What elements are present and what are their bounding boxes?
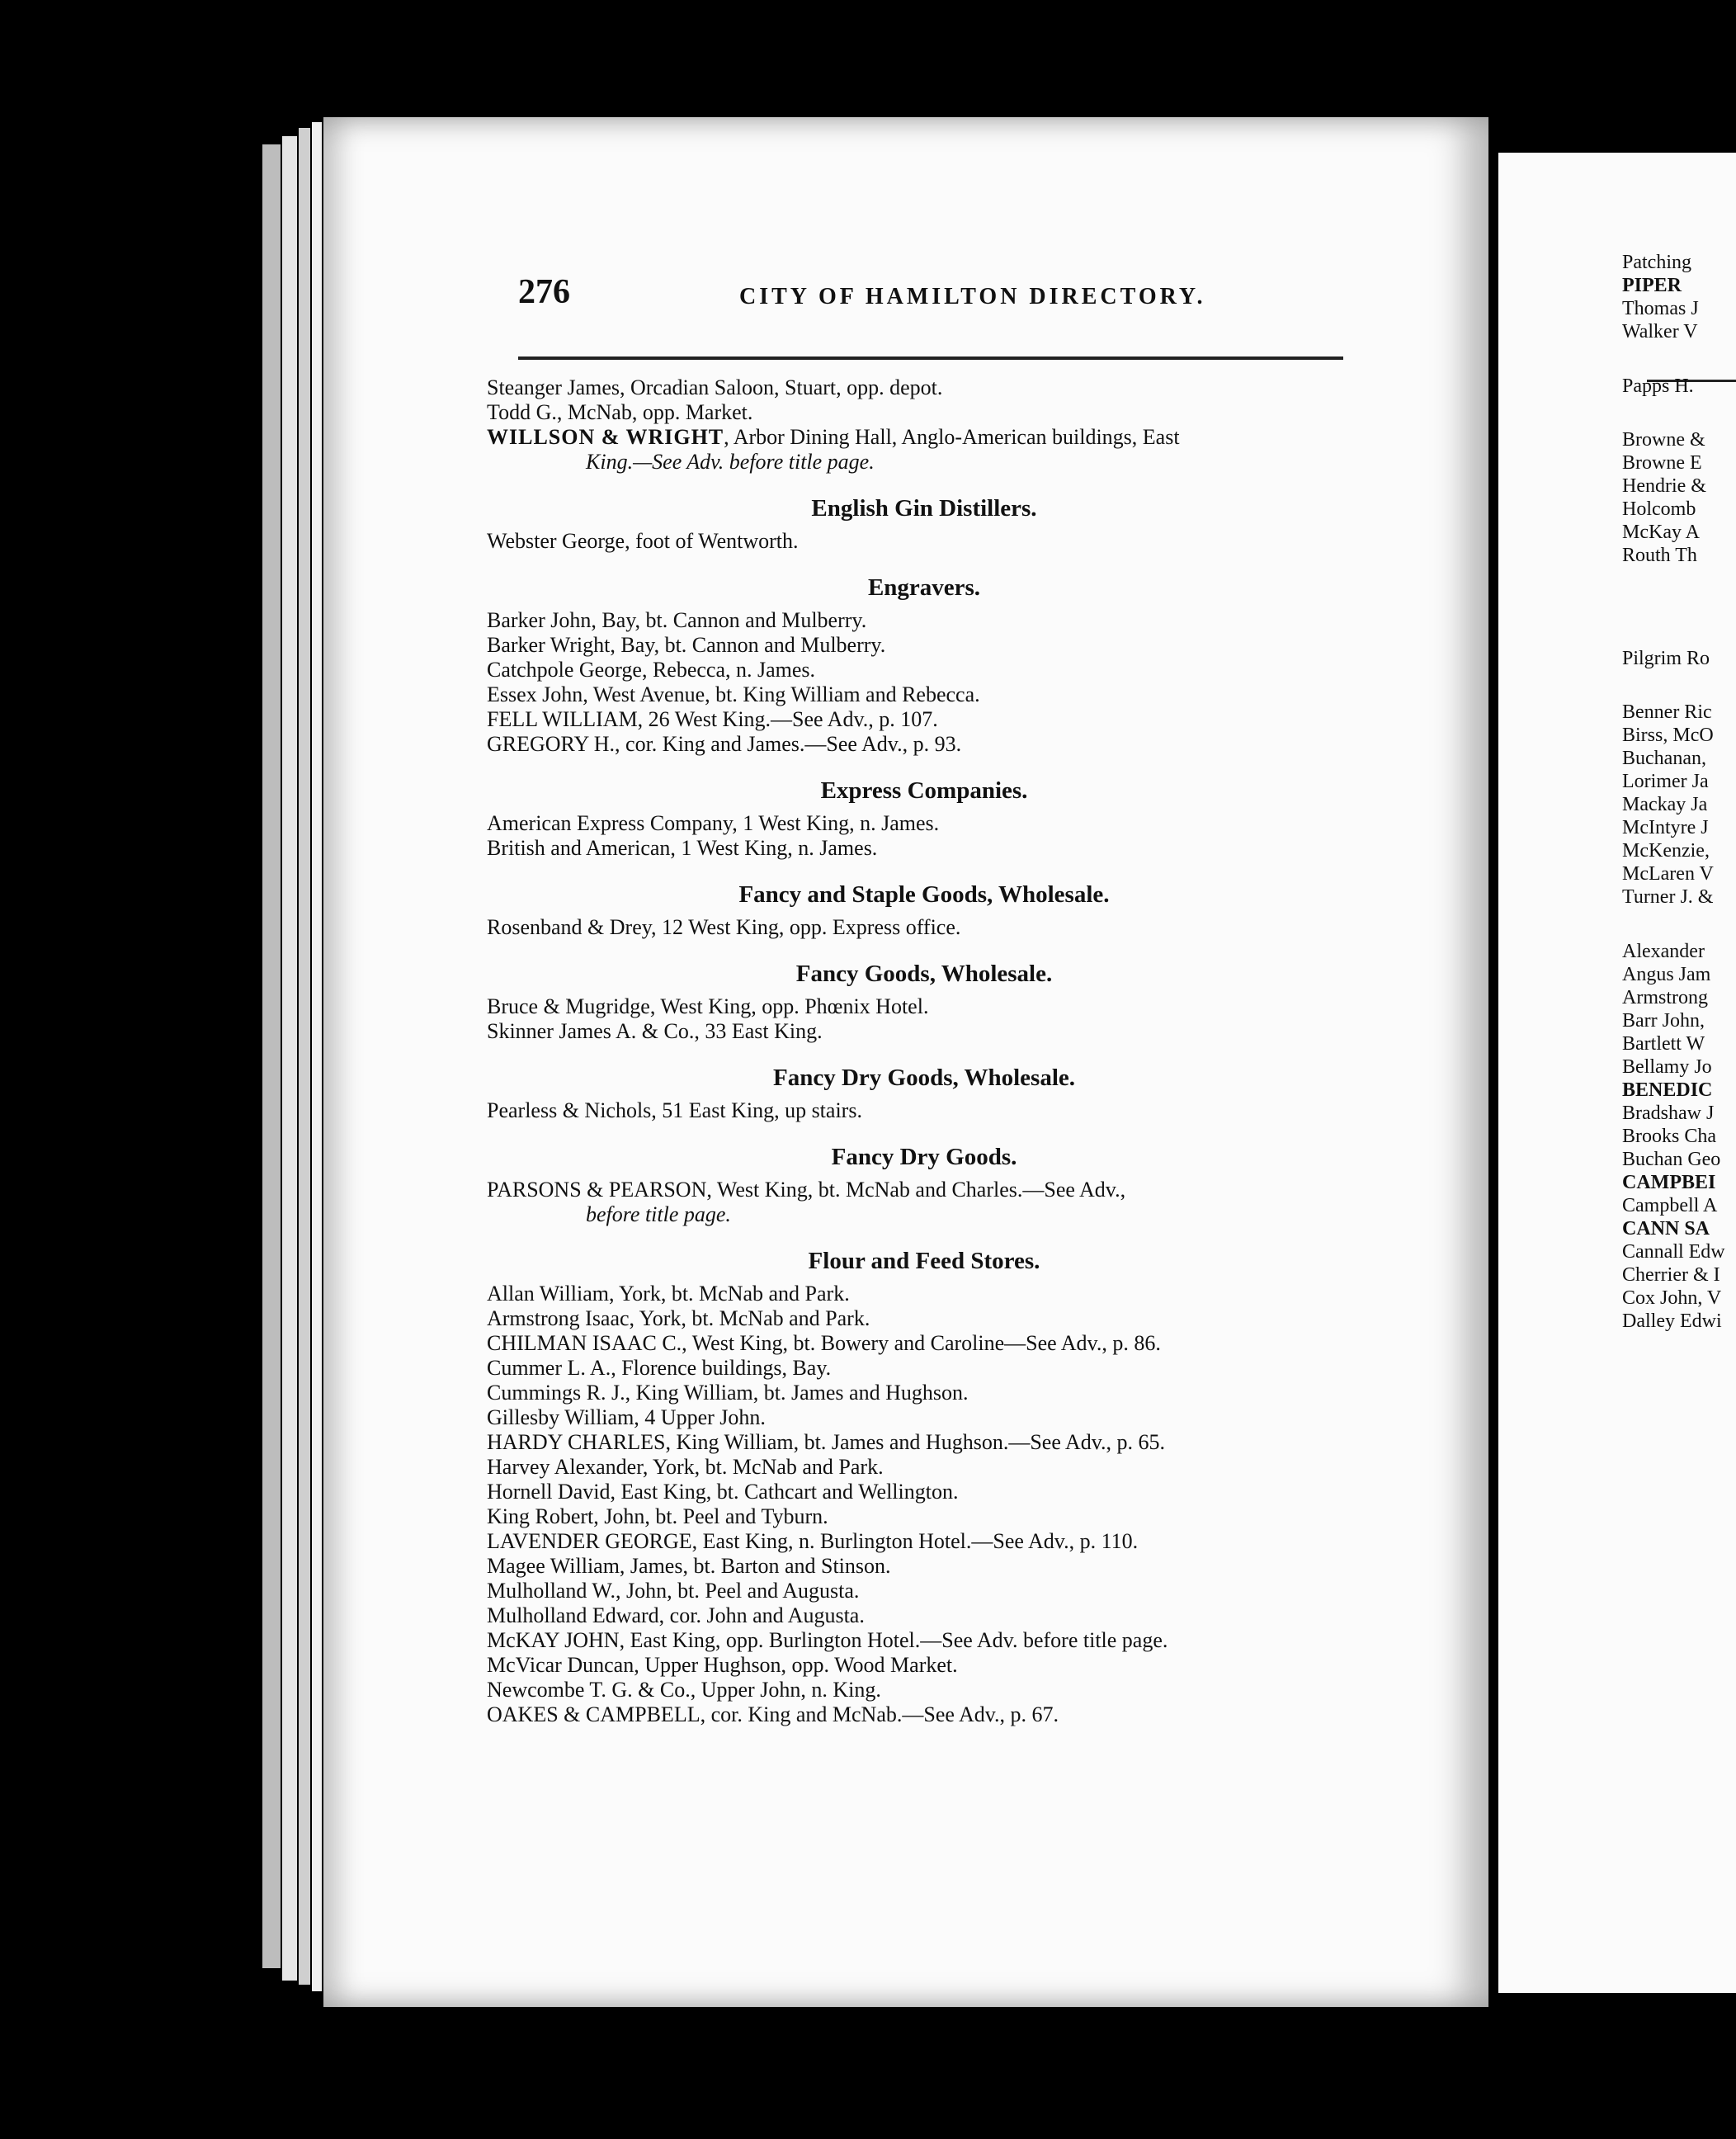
right-page-line: Buchanan, [1622,748,1706,769]
section-heading: Flour and Feed Stores. [808,1248,1040,1274]
right-page-line: McKay A [1622,522,1700,543]
list-item [487,994,1361,1019]
right-page-line: Bartlett W [1622,1033,1705,1055]
right-page-line: Browne & [1622,429,1705,451]
entry-text: Allan William, York, bt. McNab and Park. [487,1282,850,1306]
right-page-line: Patching [1622,252,1691,273]
list-item [487,633,1361,658]
page-header [518,272,1343,322]
list-item [487,1331,1361,1356]
book-edge [299,128,310,1985]
right-page-line: McLaren V [1622,863,1714,885]
list-item [487,1480,1361,1504]
right-page-line: Barr John, [1622,1010,1705,1032]
entry-text: Armstrong Isaac, York, bt. McNab and Park. [487,1306,870,1330]
list-item [487,1678,1361,1702]
entry-text: GREGORY H., cor. King and James.—See Adv., p. 93. [487,732,962,756]
entry-text: Harvey Alexander, York, bt. McNab and Park. [487,1455,884,1479]
list-item [487,1529,1361,1554]
right-page-line: Dalley Edwi [1622,1310,1722,1332]
right-page-line: Hendrie & [1622,475,1706,497]
list-item [487,1653,1361,1678]
right-page-line: Campbell A [1622,1195,1718,1216]
entry-text: McKAY JOHN, East King, opp. Burlington Hotel.—See Adv. before title page. [487,1628,1168,1652]
section-heading: Express Companies. [820,777,1028,804]
list-item: Steanger James, Orcadian Saloon, Stuart, opp. depot. [487,375,943,399]
list-item [487,1356,1361,1381]
list-item [487,1504,1361,1529]
list-item [487,1579,1361,1603]
directory-listing [487,375,1361,1727]
right-page-line: Cox John, V [1622,1287,1722,1309]
entry-text: Barker Wright, Bay, bt. Cannon and Mulberry. [487,633,886,657]
list-item [487,1178,1361,1227]
entry-text: Gillesby William, 4 Upper John. [487,1405,766,1429]
right-page-line: Cannall Edw [1622,1241,1725,1263]
right-page-line: Turner J. & [1622,886,1714,908]
entry-text: Skinner James A. & Co., 33 East King. [487,1019,823,1043]
list-item [487,1702,1361,1727]
list-item [487,915,1361,940]
book-edge [312,122,322,1991]
right-page-line: Pilgrim Ro [1622,648,1710,669]
right-page-line: Papps H. [1622,375,1694,397]
entry-text: PARSONS & PEARSON, West King, bt. McNab and Charles.—See Adv., [487,1178,1126,1202]
right-page-line: Brooks Cha [1622,1126,1716,1147]
entry-text: LAVENDER GEORGE, East King, n. Burlington Hotel.—See Adv., p. 110. [487,1529,1139,1553]
right-page-line: CANN SA [1622,1218,1710,1239]
list-item [487,1019,1361,1044]
section-heading: English Gin Distillers. [811,495,1037,522]
book-gutter [1488,157,1498,2005]
entry-text: Webster George, foot of Wentworth. [487,529,799,553]
right-page-line: Benner Ric [1622,701,1712,723]
entry-text: Catchpole George, Rebecca, n. James. [487,658,816,682]
book-edge [282,136,297,1981]
right-page-line: Walker V [1622,321,1698,342]
book-edge [262,144,281,1968]
right-page-line: Cherrier & I [1622,1264,1720,1286]
list-item [487,1628,1361,1653]
entry-continuation: King.—See Adv. before title page. [586,450,875,474]
list-item [487,1554,1361,1579]
entry-text: Cummings R. J., King William, bt. James and Hughson. [487,1381,969,1405]
section-heading: Fancy Dry Goods. [831,1144,1017,1170]
entry-text: McVicar Duncan, Upper Hughson, opp. Wood Market. [487,1653,958,1677]
sections [487,496,1361,1727]
header-rule [518,356,1343,360]
right-page-line: Birss, McO [1622,725,1714,746]
right-page-line: Alexander [1622,941,1705,962]
right-page-content [1498,153,1736,1993]
right-page-line: CAMPBEI [1622,1172,1716,1193]
section-heading: Fancy Goods, Wholesale. [795,961,1053,987]
entry-text: Mulholland W., John, bt. Peel and Augusta. [487,1579,860,1603]
entry-text: Mulholland Edward, cor. John and Augusta. [487,1603,865,1627]
right-page-line: McIntyre J [1622,817,1709,838]
list-item [487,1381,1361,1405]
right-page-line: Browne E [1622,452,1702,474]
right-page-line: Thomas J [1622,298,1699,319]
right-page-line: BENEDIC [1622,1079,1713,1101]
section-heading: Fancy and Staple Goods, Wholesale. [738,881,1110,908]
right-page-line: Armstrong [1622,987,1708,1008]
entry-text: Rosenband & Drey, 12 West King, opp. Express office. [487,915,961,939]
entry-detail: , Arbor Dining Hall, Anglo-American buildings, East [724,425,1180,449]
entry-text: American Express Company, 1 West King, n. James. [487,811,940,835]
entry-text: HARDY CHARLES, King William, bt. James and Hughson.—See Adv., p. 65. [487,1430,1166,1454]
entry-text: Magee William, James, bt. Barton and Stinson. [487,1554,891,1578]
right-page-line: Routh Th [1622,545,1697,566]
entry-text: CHILMAN ISAAC C., West King, bt. Bowery and Caroline—See Adv., p. 86. [487,1331,1161,1355]
right-page-line: Bellamy Jo [1622,1056,1712,1078]
list-item [487,608,1361,633]
list-item [487,529,1361,554]
page-number: 276 [518,273,570,311]
entry-text: British and American, 1 West King, n. James. [487,836,878,860]
list-item [487,1405,1361,1430]
list-item [487,1603,1361,1628]
right-page-line: Angus Jam [1622,964,1711,985]
list-item [487,425,1361,475]
right-page-line: Holcomb [1622,498,1696,520]
list-item [487,1098,1361,1123]
right-page-line: Mackay Ja [1622,794,1708,815]
list-item [487,707,1361,732]
entry-text: Cummer L. A., Florence buildings, Bay. [487,1356,832,1380]
right-page-line: Bradshaw J [1622,1103,1715,1124]
list-item [487,732,1361,757]
entry-text: Hornell David, East King, bt. Cathcart and Wellington. [487,1480,959,1504]
entry-text: Barker John, Bay, bt. Cannon and Mulberry. [487,608,867,632]
entry-text: King Robert, John, bt. Peel and Tyburn. [487,1504,828,1528]
entry-text: Newcombe T. G. & Co., Upper John, n. King. [487,1678,881,1702]
right-page-line: PIPER [1622,275,1682,296]
list-item [487,1306,1361,1331]
entry-name: WILLSON & WRIGHT [487,425,724,449]
right-page-line: McKenzie, [1622,840,1710,862]
entry-text: Bruce & Mugridge, West King, opp. Phœnix Hotel. [487,994,929,1018]
entry-text: FELL WILLIAM, 26 West King.—See Adv., p. 107. [487,707,938,731]
list-item [487,1282,1361,1306]
entry-text: Pearless & Nichols, 51 East King, up stairs. [487,1098,862,1122]
list-item [487,658,1361,682]
entry-text: Essex John, West Avenue, bt. King William and Rebecca. [487,682,980,706]
list-item [487,1455,1361,1480]
section-heading: Engravers. [867,574,981,601]
list-item: Todd G., McNab, opp. Market. [487,400,753,424]
list-item [487,836,1361,861]
running-head: CITY OF HAMILTON DIRECTORY. [739,284,1206,309]
entry-continuation: before title page. [586,1202,731,1226]
right-page-line: Buchan Geo [1622,1149,1721,1170]
entry-text: OAKES & CAMPBELL, cor. King and McNab.—See Adv., p. 67. [487,1702,1059,1726]
list-item [487,1430,1361,1455]
list-item [487,811,1361,836]
section-heading: Fancy Dry Goods, Wholesale. [773,1065,1075,1091]
list-item [487,682,1361,707]
right-page-line: Lorimer Ja [1622,771,1709,792]
